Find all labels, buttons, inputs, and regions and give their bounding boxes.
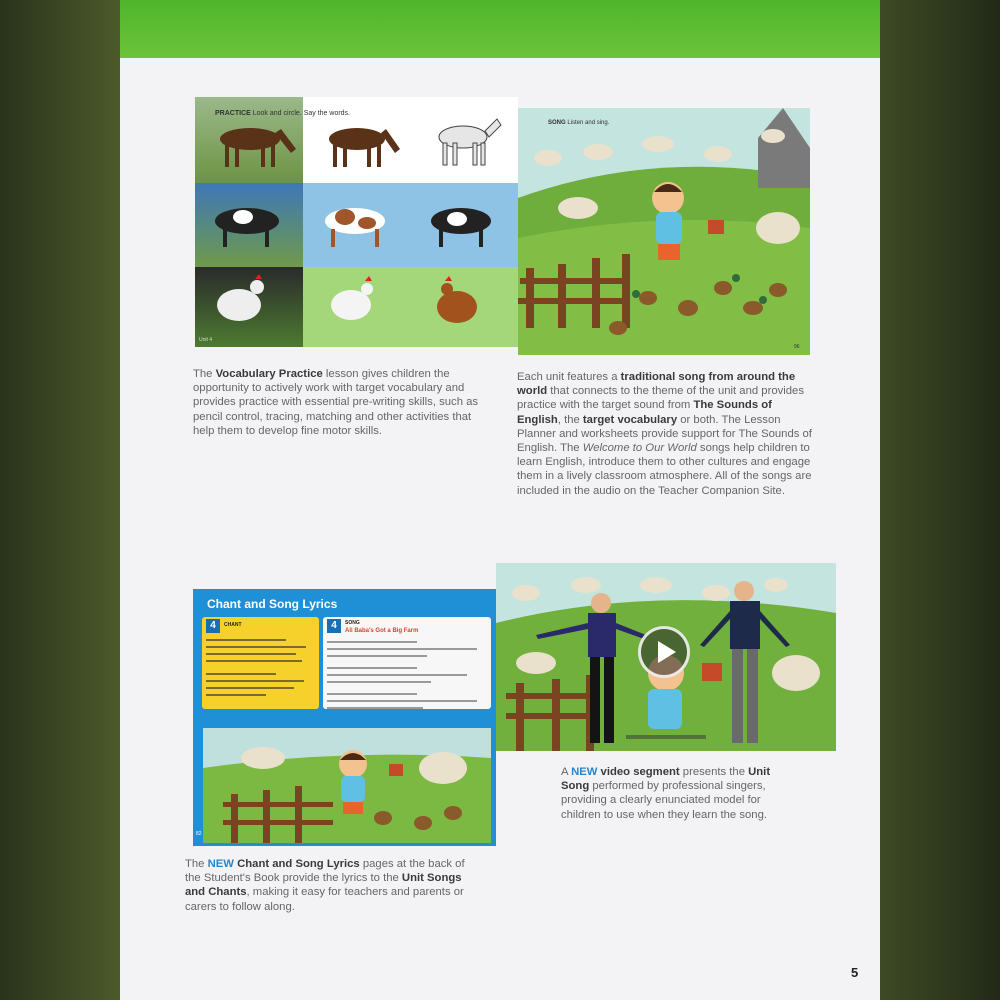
lyrics-page-image — [193, 589, 496, 846]
farm-thumbnail — [203, 728, 491, 843]
song-description: Each unit features a traditional song from around the world that connects to the theme of the unit and provides practice with the target sound from The Sounds of English, the target vocabulary or both. The Lesson Planner and worksheets provide support for The Sounds of English. The Welcome to Our World songs help children to learn English, introduce them to other cultures and engage them in a lively classroom atmosphere. All of the songs are included in the audio on the Teacher Companion Site. — [517, 371, 812, 497]
background-right — [880, 0, 1000, 1000]
lyrics-header: Chant and Song Lyrics — [207, 597, 338, 611]
chant-label: CHANT — [224, 622, 242, 628]
song-instruction: Listen and sing. — [567, 120, 610, 126]
video-play-button[interactable] — [638, 626, 690, 678]
page — [120, 0, 880, 1000]
vocab-practice-image — [195, 97, 518, 347]
farm-song-illustration — [518, 108, 810, 355]
lyrics-description: The NEW Chant and Song Lyrics pages at the back of the Student's Book provide the lyrics to the Unit Songs and Chants, making it easy for teachers and parents or carers to follow along. — [185, 858, 465, 913]
chant-unit-number: 4 — [206, 619, 220, 633]
lyrics-song-title: Ali Baba's Got a Big Farm — [345, 628, 419, 634]
chant-box — [202, 617, 319, 709]
chant-text-lines — [206, 637, 316, 707]
song-label: SONG Listen and sing. — [548, 120, 610, 126]
lyrics-farm-illustration — [203, 728, 491, 843]
play-icon — [641, 629, 687, 675]
song-lyrics-box — [323, 617, 491, 709]
background-left — [0, 0, 120, 1000]
song-unit-number: 4 — [327, 619, 341, 633]
page-number: 5 — [851, 965, 859, 980]
top-green-band — [120, 0, 880, 58]
video-description: A NEW video segment presents the Unit Song performed by professional singers, providing a clearly enunciated model for children to use when they learn the song. — [561, 766, 771, 821]
song-page-ref: 96 — [794, 344, 800, 350]
practice-instruction: Look and circle. Say the words. — [252, 110, 351, 117]
song-image — [518, 108, 810, 355]
lyrics-page-ref: 82 — [196, 831, 202, 837]
animals-illustration — [195, 97, 518, 347]
video-frame — [496, 563, 836, 751]
vocab-description: The Vocabulary Practice lesson gives children the opportunity to actively work with target vocabulary and provides practice with essential pre-writing skills, such as pencil control, tracing, matching and other activities that help them to develop fine motor skills. — [193, 368, 479, 437]
lyrics-song-label: SONG — [345, 620, 360, 626]
practice-label: PRACTICE Look and circle. Say the words. — [215, 110, 351, 117]
vocab-footer-label: Unit 4 — [199, 337, 213, 343]
song-text-lines — [327, 639, 487, 709]
